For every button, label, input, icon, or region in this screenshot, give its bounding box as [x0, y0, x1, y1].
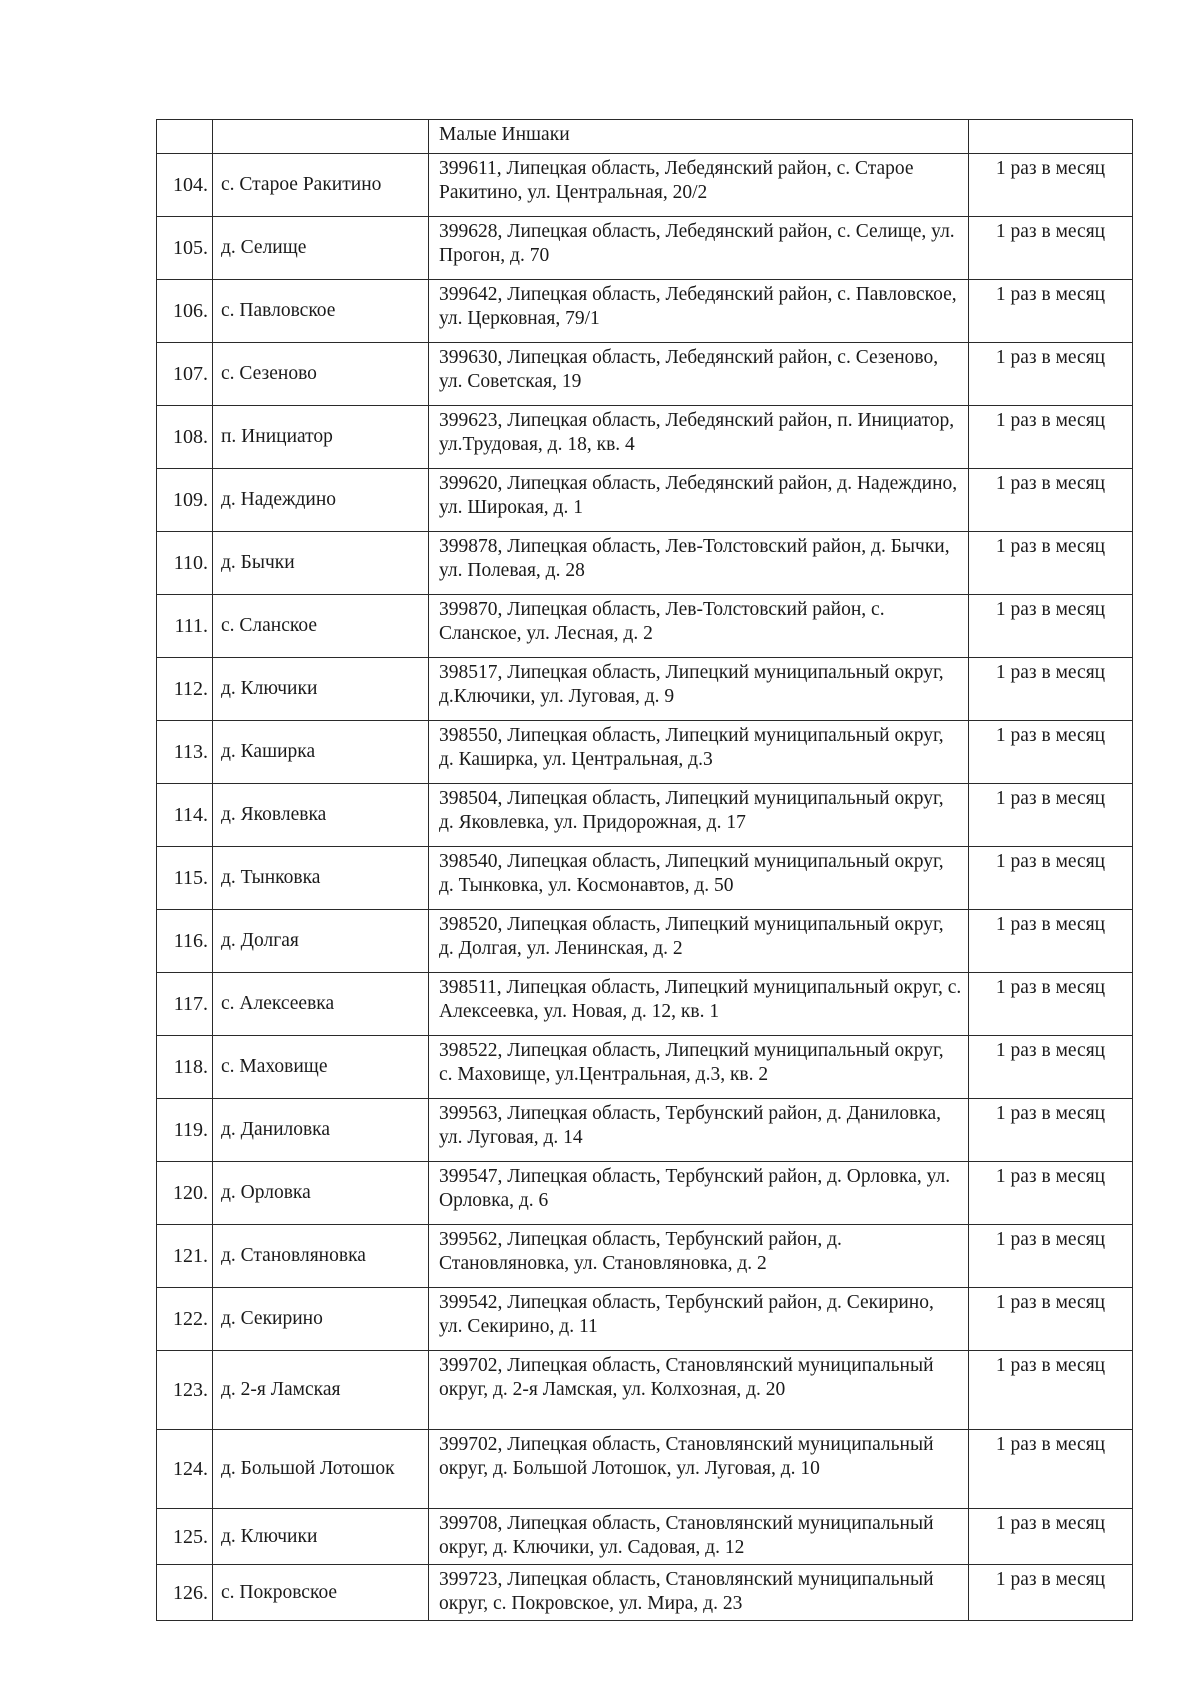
locality-cell: д. Селище	[213, 217, 429, 280]
locality-cell: д. 2-я Ламская	[213, 1351, 429, 1430]
table-row	[157, 1288, 1133, 1351]
table-row	[157, 784, 1133, 847]
frequency-cell: 1 раз в месяц	[969, 1225, 1133, 1288]
row-number-cell: 107.	[157, 343, 213, 406]
address-cell: 398550, Липецкая область, Липецкий муниципальный округ, д. Каширка, ул. Центральная, д.3	[429, 721, 969, 784]
locality-cell: д. Становляновка	[213, 1225, 429, 1288]
row-number-cell: 110.	[157, 532, 213, 595]
address-cell: 399642, Липецкая область, Лебедянский район, с. Павловское, ул. Церковная, 79/1	[429, 280, 969, 343]
address-cell: 398504, Липецкая область, Липецкий муниципальный округ, д. Яковлевка, ул. Придорожная, д. 17	[429, 784, 969, 847]
frequency-cell: 1 раз в месяц	[969, 343, 1133, 406]
locality-cell: д. Большой Лотошок	[213, 1430, 429, 1509]
address-cell: 399542, Липецкая область, Тербунский район, д. Секирино, ул. Секирино, д. 11	[429, 1288, 969, 1351]
address-cell: 399563, Липецкая область, Тербунский район, д. Даниловка, ул. Луговая, д. 14	[429, 1099, 969, 1162]
address-cell: 399878, Липецкая область, Лев-Толстовский район, д. Бычки, ул. Полевая, д. 28	[429, 532, 969, 595]
row-number-cell: 115.	[157, 847, 213, 910]
table-row	[157, 658, 1133, 721]
table-row	[157, 1565, 1133, 1621]
row-number-cell: 106.	[157, 280, 213, 343]
table-row	[157, 1036, 1133, 1099]
address-cell: 399708, Липецкая область, Становлянский муниципальный округ, д. Ключики, ул. Садовая, д. 12	[429, 1509, 969, 1565]
address-cell: 398511, Липецкая область, Липецкий муниципальный округ, с. Алексеевка, ул. Новая, д. 12, кв. 1	[429, 973, 969, 1036]
locality-cell: п. Инициатор	[213, 406, 429, 469]
row-number-cell: 108.	[157, 406, 213, 469]
locality-cell: д. Долгая	[213, 910, 429, 973]
row-number-cell: 123.	[157, 1351, 213, 1430]
locality-cell	[213, 120, 429, 154]
frequency-cell: 1 раз в месяц	[969, 784, 1133, 847]
table-row	[157, 532, 1133, 595]
frequency-cell: 1 раз в месяц	[969, 721, 1133, 784]
row-number-cell: 105.	[157, 217, 213, 280]
row-number-cell: 111.	[157, 595, 213, 658]
row-number-cell: 118.	[157, 1036, 213, 1099]
frequency-cell: 1 раз в месяц	[969, 1036, 1133, 1099]
locations-table	[156, 119, 1133, 1621]
locality-cell: д. Ключики	[213, 1509, 429, 1565]
frequency-cell: 1 раз в месяц	[969, 280, 1133, 343]
row-number-cell: 119.	[157, 1099, 213, 1162]
locality-cell: д. Яковлевка	[213, 784, 429, 847]
table-body	[157, 120, 1133, 1621]
frequency-cell: 1 раз в месяц	[969, 469, 1133, 532]
row-number-cell: 124.	[157, 1430, 213, 1509]
frequency-cell: 1 раз в месяц	[969, 406, 1133, 469]
frequency-cell: 1 раз в месяц	[969, 1288, 1133, 1351]
row-number-cell: 125.	[157, 1509, 213, 1565]
frequency-cell: 1 раз в месяц	[969, 1565, 1133, 1621]
address-cell: 398522, Липецкая область, Липецкий муниципальный округ, с. Маховище, ул.Центральная, д.3, кв. 2	[429, 1036, 969, 1099]
frequency-cell: 1 раз в месяц	[969, 217, 1133, 280]
frequency-cell: 1 раз в месяц	[969, 1162, 1133, 1225]
row-number-cell: 117.	[157, 973, 213, 1036]
frequency-cell: 1 раз в месяц	[969, 658, 1133, 721]
locality-cell: д. Надеждино	[213, 469, 429, 532]
locality-cell: д. Секирино	[213, 1288, 429, 1351]
address-cell: 399628, Липецкая область, Лебедянский район, с. Селище, ул. Прогон, д. 70	[429, 217, 969, 280]
row-number-cell: 113.	[157, 721, 213, 784]
table-row	[157, 1430, 1133, 1509]
locality-cell: с. Сланское	[213, 595, 429, 658]
locality-cell: д. Ключики	[213, 658, 429, 721]
address-cell: 399620, Липецкая область, Лебедянский район, д. Надеждино, ул. Широкая, д. 1	[429, 469, 969, 532]
locality-cell: с. Алексеевка	[213, 973, 429, 1036]
locality-cell: д. Орловка	[213, 1162, 429, 1225]
frequency-cell: 1 раз в месяц	[969, 154, 1133, 217]
table-row	[157, 280, 1133, 343]
frequency-cell: 1 раз в месяц	[969, 595, 1133, 658]
address-cell: 399870, Липецкая область, Лев-Толстовский район, с. Сланское, ул. Лесная, д. 2	[429, 595, 969, 658]
locality-cell: д. Тынковка	[213, 847, 429, 910]
row-number-cell: 121.	[157, 1225, 213, 1288]
row-number-cell: 114.	[157, 784, 213, 847]
table-row	[157, 406, 1133, 469]
locality-cell: с. Маховище	[213, 1036, 429, 1099]
address-cell: 399702, Липецкая область, Становлянский муниципальный округ, д. Большой Лотошок, ул. Луговая, д. 10	[429, 1430, 969, 1509]
table-row	[157, 1162, 1133, 1225]
address-cell: 399611, Липецкая область, Лебедянский район, с. Старое Ракитино, ул. Центральная, 20/2	[429, 154, 969, 217]
address-cell: 399702, Липецкая область, Становлянский муниципальный округ, д. 2-я Ламская, ул. Колхозная, д. 20	[429, 1351, 969, 1430]
table-row	[157, 1099, 1133, 1162]
table-row	[157, 343, 1133, 406]
row-number-cell: 116.	[157, 910, 213, 973]
address-cell: 399547, Липецкая область, Тербунский район, д. Орловка, ул. Орловка, д. 6	[429, 1162, 969, 1225]
frequency-cell: 1 раз в месяц	[969, 1509, 1133, 1565]
locality-cell: с. Покровское	[213, 1565, 429, 1621]
address-cell: 398540, Липецкая область, Липецкий муниципальный округ, д. Тынковка, ул. Космонавтов, д. 50	[429, 847, 969, 910]
frequency-cell: 1 раз в месяц	[969, 910, 1133, 973]
table-row	[157, 217, 1133, 280]
row-number-cell: 104.	[157, 154, 213, 217]
row-number-cell: 112.	[157, 658, 213, 721]
table-row	[157, 721, 1133, 784]
table-row	[157, 595, 1133, 658]
locality-cell: с. Старое Ракитино	[213, 154, 429, 217]
address-cell: 399630, Липецкая область, Лебедянский район, с. Сезеново, ул. Советская, 19	[429, 343, 969, 406]
row-number-cell: 122.	[157, 1288, 213, 1351]
locality-cell: с. Павловское	[213, 280, 429, 343]
frequency-cell: 1 раз в месяц	[969, 532, 1133, 595]
address-cell: 398520, Липецкая область, Липецкий муниципальный округ, д. Долгая, ул. Ленинская, д. 2	[429, 910, 969, 973]
table-row	[157, 847, 1133, 910]
table-row	[157, 469, 1133, 532]
row-number-cell: 126.	[157, 1565, 213, 1621]
row-number-cell: 120.	[157, 1162, 213, 1225]
table-row	[157, 910, 1133, 973]
frequency-cell: 1 раз в месяц	[969, 973, 1133, 1036]
address-cell: 399623, Липецкая область, Лебедянский район, п. Инициатор, ул.Трудовая, д. 18, кв. 4	[429, 406, 969, 469]
row-number-cell	[157, 120, 213, 154]
address-cell: Малые Иншаки	[429, 120, 969, 154]
table-row	[157, 973, 1133, 1036]
row-number-cell: 109.	[157, 469, 213, 532]
address-cell: 399562, Липецкая область, Тербунский район, д. Становляновка, ул. Становляновка, д. 2	[429, 1225, 969, 1288]
address-cell: 398517, Липецкая область, Липецкий муниципальный округ, д.Ключики, ул. Луговая, д. 9	[429, 658, 969, 721]
locality-cell: д. Каширка	[213, 721, 429, 784]
table-row	[157, 1225, 1133, 1288]
table-row	[157, 1509, 1133, 1565]
table-row-continuation	[157, 120, 1133, 154]
frequency-cell: 1 раз в месяц	[969, 1430, 1133, 1509]
locality-cell: д. Даниловка	[213, 1099, 429, 1162]
frequency-cell: 1 раз в месяц	[969, 847, 1133, 910]
locality-cell: д. Бычки	[213, 532, 429, 595]
frequency-cell: 1 раз в месяц	[969, 1099, 1133, 1162]
frequency-cell: 1 раз в месяц	[969, 1351, 1133, 1430]
frequency-cell	[969, 120, 1133, 154]
table-row	[157, 154, 1133, 217]
table-row	[157, 1351, 1133, 1430]
address-cell: 399723, Липецкая область, Становлянский муниципальный округ, с. Покровское, ул. Мира, д. 23	[429, 1565, 969, 1621]
locality-cell: с. Сезеново	[213, 343, 429, 406]
